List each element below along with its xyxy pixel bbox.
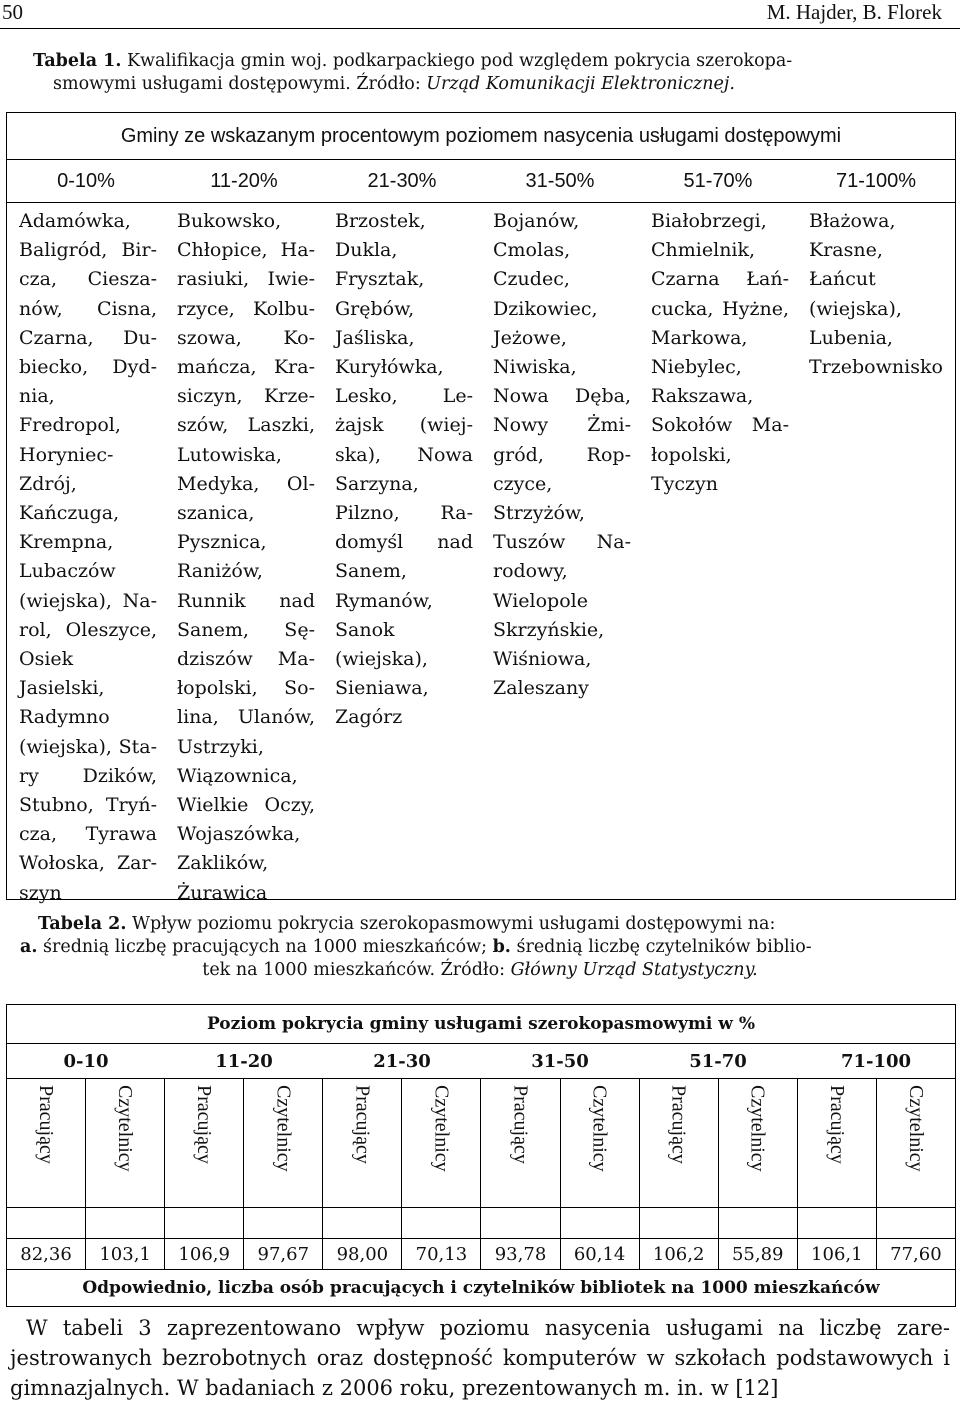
table2-title: Poziom pokrycia gminy usługami szerokopasmowymi w % [7, 1005, 955, 1044]
table2-group-header: 51-70 [689, 1050, 747, 1072]
table2-group-header: 31-50 [531, 1050, 589, 1072]
caption-a-label: a. [20, 937, 38, 957]
table1-col-header: 51-70% [683, 169, 753, 192]
table2-subheader: Czytelnicy [746, 1085, 769, 1172]
caption-a-text: średnią liczbę pracujących na 1000 mieszkańców; [37, 937, 493, 957]
page-number: 50 [2, 0, 23, 24]
table1-cell: Adamówka, Baligród, Bircza, Cieszanów, Cisna, Czarna, Dubiecko, Dydnia, Fredropol, Horyniec-Zdrój, Kańczuga, Krempna, Lubaczów (wiejska), Narol, Oleszyce, Osiek Jasielski, Radymno (wiejska), Stary Dzików, Stubno, Tryńcza, Tyrawa Wołoska, Zarszyn [19, 210, 157, 904]
table1-cell: Bojanów, Cmolas, Czudec, Dzikowiec, Jeżowe, Niwiska, Nowa Dęba, Nowy Żmigród, Ropczyce, Strzyżów, Tuszów Narodowy, Wielopole Skrzyńskie, Wiśniowa, Zaleszany [493, 210, 631, 700]
table2-subheader: Czytelnicy [588, 1085, 611, 1172]
table1-col-header: 11-20% [210, 169, 278, 192]
table1-caption-text2: smowymi usługami dostępowymi. Źródło: [53, 74, 427, 94]
body-text: W tabeli 3 zaprezentowano wpływ poziomu nasycenia usługami na liczbę zarejestrowanych bezrobotnych oraz dostępność komputerów w szkołach podstawowych i gimnazjalnych. W badaniach z 2006 roku, prezentowanych m. in. w [12] [10, 1316, 950, 1400]
page-header [0, 0, 960, 29]
table2-value-cell: 60,14 [561, 1239, 640, 1269]
table2-subheader: Czytelnicy [272, 1085, 295, 1172]
table2-value-cell: 97,67 [244, 1239, 323, 1269]
table2-subheader: Pracujący [35, 1085, 58, 1164]
table2-groups [7, 1044, 955, 1079]
table1-cell: Brzostek, Dukla, Frysztak, Grębów, Jaśliska, Kuryłówka, Lesko, Leżajsk (wiejska), Nowa Sarzyna, Pilzno, Radomyśl nad Sanem, Rymanów, Sanok (wiejska), Sieniawa, Zagórz [335, 210, 473, 729]
table2-caption [20, 913, 940, 982]
table2-group-header: 21-30 [373, 1050, 431, 1072]
table2-subheader: Pracujący [193, 1085, 216, 1164]
table2-subheader: Pracujący [509, 1085, 532, 1164]
table1-body [7, 202, 955, 904]
table2-caption-text: Wpływ poziomu pokrycia szerokopasmowymi usługami dostępowymi na: [126, 914, 776, 934]
table2-subheader: Pracujący [667, 1085, 690, 1164]
table2-value-cell: 70,13 [402, 1239, 481, 1269]
caption-b-text: średnią liczbę czytelników biblio- [510, 937, 812, 957]
table2-group-header: 11-20 [215, 1050, 273, 1072]
table2-value-cell: 55,89 [719, 1239, 798, 1269]
table1-caption-text: Kwalifikacja gmin woj. podkarpackiego pod względem pokrycia szerokopa- [121, 51, 793, 71]
table1-col-header: 71-100% [835, 169, 917, 192]
table1-header: Gminy ze wskazanym procentowym poziomem nasycenia usługami dostępowymi [120, 124, 842, 147]
table2-value-cell: 98,00 [323, 1239, 402, 1269]
table1-col-header: 21-30% [367, 169, 437, 192]
table2-value-cell: 106,1 [798, 1239, 877, 1269]
table2-group-header: 71-100 [840, 1050, 912, 1072]
table2 [6, 1004, 956, 1307]
table2-subheader: Czytelnicy [114, 1085, 137, 1172]
table1-caption [15, 50, 945, 96]
table2-value-cell: 103,1 [86, 1239, 165, 1269]
table2-subheader: Pracujący [351, 1085, 374, 1164]
table1-caption-label: Tabela 1. [33, 51, 122, 71]
table2-caption-label: Tabela 2. [38, 914, 127, 934]
table1-cell: Bukowsko, Chłopice, Harasiuki, Iwierzyce, Kolbuszowa, Komańcza, Krasiczyn, Krzeszów, Laszki, Lutowiska, Medyka, Olszanica, Pysznica, Raniżów, Runnik nad Sanem, Sędziszów Małopolski, Solina, Ulanów, Ustrzyki, Wiązownica, Wielkie Oczy, Wojaszówka, Zaklików, Żurawica [177, 210, 315, 904]
table2-value-cell: 82,36 [7, 1239, 86, 1269]
table2-spacer-row [7, 1208, 955, 1239]
body-paragraph [10, 1313, 950, 1403]
table1-caption-source: Urząd Komunikacji Elektronicznej. [426, 74, 735, 94]
table2-value-cell: 77,60 [890, 1243, 942, 1265]
caption-line3: tek na 1000 mieszkańców. Źródło: [202, 960, 511, 980]
table1-col-header: 0-10% [57, 169, 115, 192]
table2-subheader: Czytelnicy [430, 1085, 453, 1172]
table2-value-cell: 106,9 [165, 1239, 244, 1269]
table1-cell: Błażowa, Krasne, Łańcut (wiejska), Lubenia, Trzebownisko [809, 210, 943, 379]
running-head-authors: M. Hajder, B. Florek [766, 0, 942, 24]
table2-subheader: Pracujący [825, 1085, 848, 1164]
table2-caption-source: Główny Urząd Statystyczny. [510, 960, 758, 980]
table2-value-cell: 106,2 [640, 1239, 719, 1269]
table2-group-header: 0-10 [63, 1050, 109, 1072]
table1 [6, 112, 956, 904]
table1-column-headers [7, 159, 955, 202]
table1-cell: Białobrzegi, Chmielnik, Czarna Łańcucka, Hyżne, Markowa, Niebylec, Rakszawa, Sokołów Małopolski, Tyczyn [651, 210, 789, 495]
table2-subheaders [7, 1079, 955, 1208]
table2-value-cell: 93,78 [481, 1239, 560, 1269]
table1-col-header: 31-50% [525, 169, 595, 192]
caption-b-label: b. [492, 937, 511, 957]
table2-footer: Odpowiednio, liczba osób pracujących i czytelników bibliotek na 1000 mieszkańców [82, 1278, 880, 1298]
table2-subheader: Czytelnicy [904, 1085, 927, 1172]
table2-values-row [7, 1239, 955, 1270]
